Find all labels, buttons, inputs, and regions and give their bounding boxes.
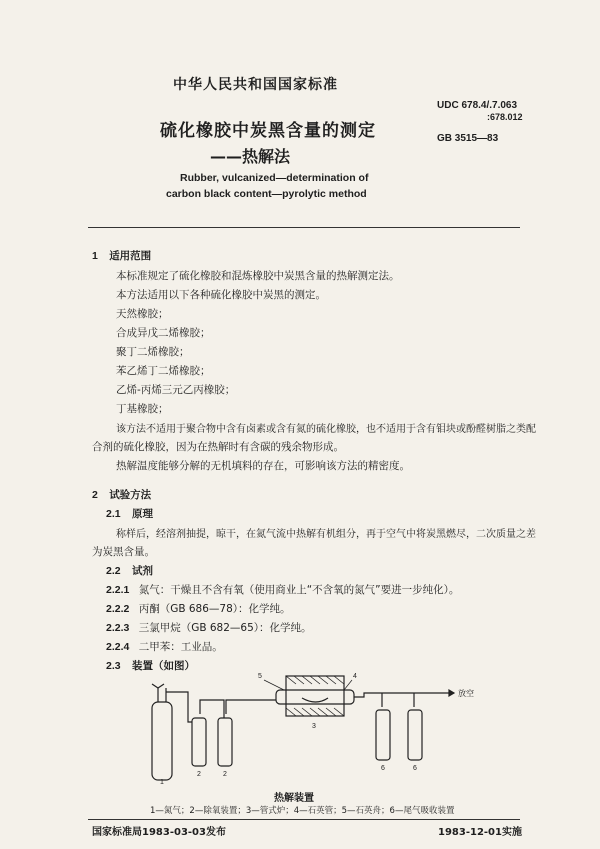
rubber-type-item: 苯乙烯丁二烯橡胶； [116, 365, 211, 377]
reagent-text: 丙酮（GB 686—78）：化学纯。 [138, 603, 291, 615]
quartz-boat [302, 698, 328, 702]
reagent-item [106, 582, 459, 597]
callout-number: 3 [312, 723, 316, 730]
callout-number: 5 [258, 673, 262, 680]
gas-line [226, 700, 276, 714]
reagent-text: 二甲苯：工业品。 [138, 641, 223, 653]
section1-paragraph3-line2: 合剂的硫化橡胶，因为在热解时有含碳的残余物形成。 [92, 441, 344, 453]
callout-number: 6 [413, 765, 417, 772]
callout-number: 2 [223, 771, 227, 778]
exhaust-line [354, 693, 454, 697]
subsection-2-3-heading [106, 658, 195, 673]
reagent-number: 2.2.2 [106, 603, 130, 615]
rubber-type-item: 丁基橡胶； [116, 403, 169, 415]
nitrogen-cylinder [152, 702, 172, 780]
footer-divider [88, 819, 520, 820]
rubber-type-item: 乙烯-丙烯三元乙丙橡胶； [116, 384, 236, 396]
udc-code-line2: :678.012 [487, 112, 523, 122]
reagent-number: 2.2.1 [106, 584, 130, 596]
callout-number: 4 [353, 673, 357, 680]
exhaust-arrow [449, 690, 454, 696]
english-title-line1: Rubber, vulcanized—determination of [180, 172, 369, 184]
header-divider [88, 227, 520, 228]
section1-paragraph2: 本方法适用以下各种硫化橡胶中炭黑的测定。 [116, 289, 326, 301]
callout-leader [344, 680, 352, 690]
tail-gas-absorber [408, 710, 422, 760]
callout-number: 6 [381, 765, 385, 772]
subsection-2-2-heading [106, 563, 153, 578]
subsection-2-3-title: 装置（如图） [131, 660, 195, 672]
cylinder-neck [158, 688, 166, 702]
callout-number: 1 [160, 779, 164, 786]
document-title: 硫化橡胶中炭黑含量的测定 [160, 121, 376, 141]
reagent-item [106, 639, 223, 654]
reagent-item [106, 601, 291, 616]
issue-date: 国家标准局1983-03-03发布 [92, 827, 226, 838]
figure-legend: 1—氮气；2—除氧装置；3—管式炉；4—石英管；5—石英舟；6—尾气吸收装置 [150, 806, 455, 816]
udc-code-line1: UDC 678.4/.7.063 [437, 100, 518, 111]
subsection-2-3-number: 2.3 [106, 660, 121, 672]
gb-standard-number: GB 3515—83 [437, 133, 499, 144]
reagent-number: 2.2.4 [106, 641, 130, 653]
subsection-2-1-number: 2.1 [106, 508, 121, 520]
rubber-type-item: 合成异戊二烯橡胶； [116, 327, 211, 339]
furnace-insulation-hatching [286, 676, 344, 716]
principle-line2: 为炭黑含量。 [92, 546, 155, 558]
callout-leader [264, 680, 284, 690]
deoxygenation-bottle [218, 718, 232, 766]
section2-number: 2 [92, 489, 98, 501]
cylinder-valve [152, 684, 164, 688]
figure-caption: 热解装置 [274, 793, 314, 804]
section1-paragraph4: 热解温度能够分解的无机填料的存在，可影响该方法的精密度。 [116, 460, 410, 472]
section2-heading [92, 487, 151, 502]
rubber-type-item: 聚丁二烯橡胶； [116, 346, 190, 358]
standard-type-heading: 中华人民共和国国家标准 [173, 77, 338, 93]
section2-title: 试验方法 [109, 489, 152, 501]
tube-furnace [286, 676, 344, 716]
document-subtitle: ——热解法 [210, 147, 291, 166]
subsection-2-2-number: 2.2 [106, 565, 121, 577]
exhaust-line [382, 693, 414, 707]
effective-date: 1983-12-01实施 [438, 827, 522, 838]
section1-number: 1 [92, 250, 98, 262]
section1-heading [92, 248, 151, 263]
reagent-number: 2.2.3 [106, 622, 130, 634]
english-title-line2: carbon black content—pyrolytic method [166, 188, 367, 200]
callout-number: 2 [197, 771, 201, 778]
gas-line [200, 700, 224, 718]
reagent-text: 三氯甲烷（GB 682—65）：化学纯。 [138, 622, 312, 634]
section1-paragraph3-line1: 该方法不适用于聚合物中含有卤素或含有氮的硫化橡胶，也不适用于含有钼块或酚醛树脂之类配 [116, 424, 536, 435]
tail-gas-absorber [376, 710, 390, 760]
subsection-2-1-heading [106, 506, 153, 521]
rubber-type-item: 天然橡胶； [116, 308, 169, 320]
reagent-item [106, 620, 312, 635]
principle-line1: 称样后，经溶剂抽提，晾干，在氮气流中热解有机组分，再于空气中将炭黑燃尽，二次质量之差 [116, 529, 536, 540]
gas-line [166, 692, 192, 722]
reagent-text: 氮气：干燥且不含有氧（使用商业上“不含氧的氮气”要进一步纯化）。 [138, 584, 460, 596]
exhaust-label: 放空 [458, 689, 474, 698]
subsection-2-2-title: 试剂 [131, 565, 153, 577]
section1-title: 适用范围 [109, 250, 152, 262]
pyrolysis-apparatus-diagram [140, 673, 480, 786]
section1-paragraph1: 本标准规定了硫化橡胶和混炼橡胶中炭黑含量的热解测定法。 [116, 270, 400, 282]
deoxygenation-bottle [192, 718, 206, 766]
subsection-2-1-title: 原理 [131, 508, 153, 520]
